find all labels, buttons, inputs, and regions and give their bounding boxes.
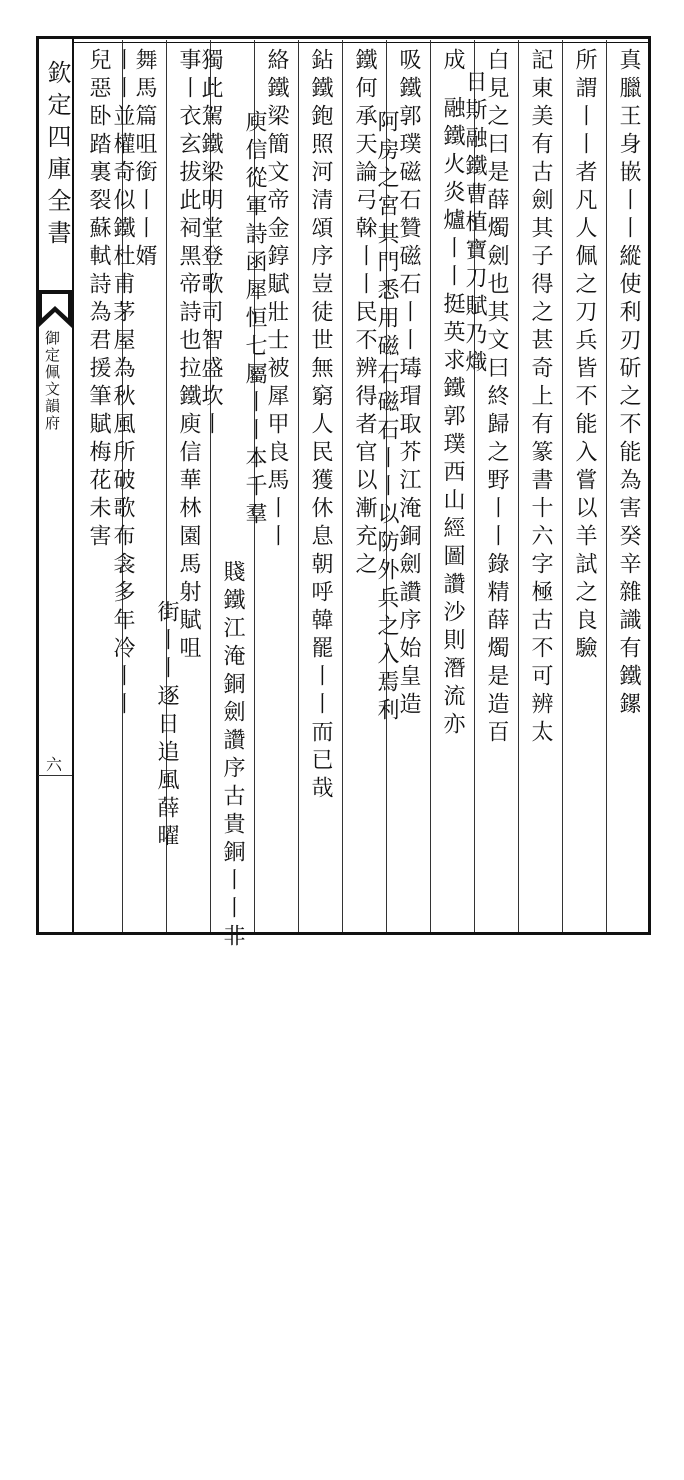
column-rule (430, 40, 431, 932)
text-column: 白見之曰是薛燭劍也其文曰終歸之野丨丨錄精薛燭是造百 (484, 48, 509, 748)
column-rule (298, 40, 299, 932)
text-column: 鉆鐵鉋照河清頌序豈徒世無窮人民獲休息朝呼韓罷丨丨而已哉 (308, 48, 333, 804)
text-column: 街丨丨逐日追風薛曜 (154, 600, 179, 852)
frame-right-border (648, 36, 651, 934)
text-column: 阿房之宮其門悉用磁石磁石丨丨以防外兵之入焉利 (374, 110, 399, 726)
text-column: 鐵何承天論弓榦丨丨民不辨得者官以漸充之 (352, 48, 377, 580)
text-column: 成 (440, 48, 465, 76)
column-rule (606, 40, 607, 932)
text-column: 兒惡卧踏裏裂蘇軾詩為君援筆賦梅花未害 (86, 48, 111, 552)
text-column: 獨此駕鐵梁明堂登歌司智盛坎丨 (198, 48, 223, 440)
frame-top-border (36, 36, 651, 39)
fish-tail-ornament-icon (38, 290, 72, 328)
text-column: 絡鐵梁簡文帝金錞賦壯士被犀甲良馬丨丨 (264, 48, 289, 552)
frame-bottom-border (36, 932, 651, 935)
text-column: 舞馬篇咀銜丨丨婿 (132, 48, 157, 272)
text-column: 吸鐵郭璞磁石贊磁石丨丨瑇瑁取芥江淹銅劍讚序始皇造 (396, 48, 421, 720)
text-column: 融鐵火炎爐丨丨挺英求鐵郭璞西山經圖讚沙則潛流亦 (440, 96, 465, 740)
page-number: 六 (46, 755, 63, 774)
text-column: 賤鐵江淹銅劍讚序古貴銅丨丨非 (220, 560, 245, 952)
text-column: 日斯融鐵曹植寶刀賦乃熾 (462, 70, 487, 378)
column-rule (342, 40, 343, 932)
page-number-rule (38, 775, 72, 776)
book-title: 欽定四庫全書 (43, 60, 71, 252)
column-rule (518, 40, 519, 932)
text-column: 事丨衣玄拔此祠黑帝詩也拉鐵庾信華林園馬射賦咀 (176, 48, 201, 664)
text-column: 所謂丨丨者凡人佩之刀兵皆不能入嘗以羊試之良驗 (572, 48, 597, 664)
column-rule (562, 40, 563, 932)
frame-left-border (36, 36, 39, 934)
text-column: 真臘王身嵌丨丨縱使利刃斫之不能為害癸辛雜識有鐵鏍 (616, 48, 641, 720)
text-column: 記東美有古劍其子得之甚奇上有篆書十六字極古不可辨太 (528, 48, 553, 748)
text-column: 丨丨並權奇似鐵杜甫茅屋為秋風所破歌布衾多年冷丨丨 (110, 48, 135, 720)
volume-title: 御定佩文韻府 (43, 330, 61, 432)
text-column: 庾信從軍詩函犀恒七屬丨丨本千羣 (242, 110, 267, 530)
